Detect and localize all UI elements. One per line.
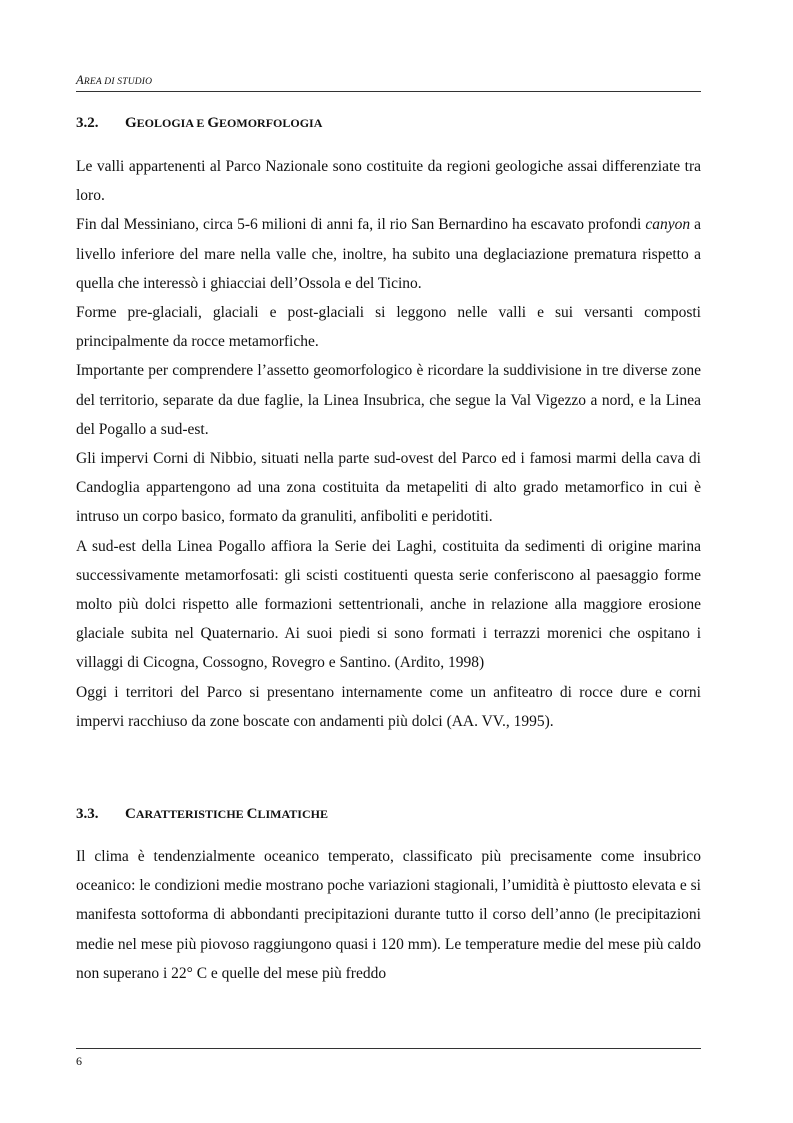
section-title-cap-2: G (207, 115, 220, 131)
running-header (76, 73, 701, 92)
paragraph: Importante per comprendere l’assetto geomorfologico è ricordare la suddivisione in tre diverse zone del territorio, separate da due faglie, la Linea Insubrica, che segue la Val Vigezzo a nord, e la Linea del Pogallo a sud-est. (76, 362, 701, 438)
paragraph-text: Fin dal Messiniano, circa 5-6 milioni di anni fa, il rio San Bernardino ha escavato profondi (76, 216, 646, 234)
running-header-initial: A (76, 73, 84, 87)
paragraph (76, 210, 701, 298)
section-title-cap-2: C (246, 806, 258, 822)
paragraph-text: a livello inferiore del mare nella valle che, inoltre, ha subito una deglaciazione prematura rispetto a quella che interessò i ghiacciai dell’Ossola e del Ticino. (76, 216, 701, 292)
section-body-geologia (76, 152, 701, 736)
section-title-small-2: EOMORFOLOGIA (219, 116, 323, 130)
page-footer (76, 1048, 701, 1068)
section-heading-geologia (76, 114, 701, 132)
section-title-small-1: EOLOGIA E (136, 116, 208, 130)
section-title-cap-1: C (125, 806, 136, 822)
section-title-cap-1: G (125, 115, 137, 131)
running-header-rest: REA DI STUDIO (83, 77, 153, 87)
page-number: 6 (76, 1054, 82, 1068)
section-number: 3.2. (76, 115, 99, 131)
section-title-small-2: LIMATICHE (257, 807, 328, 821)
paragraph: Le valli appartenenti al Parco Nazionale sono costituite da regioni geologiche assai differenziate tra loro. (76, 158, 701, 205)
paragraph: Il clima è tendenzialmente oceanico temperato, classificato più precisamente come insubrico oceanico: le condizioni medie mostrano poche variazioni stagionali, l’umidità è piuttosto elevata e si manifesta sottoforma di abbondanti precipitazioni durante tutto il corso dell’anno (le precipitazioni medie nel mese più piovoso raggiungono quasi i 120 mm). Le temperature medie del mese più caldo non superano i 22° C e quelle del mese più freddo (76, 848, 701, 982)
paragraph: A sud-est della Linea Pogallo affiora la Serie dei Laghi, costituita da sedimenti di origine marina successivamente metamorfosati: gli scisti costituenti questa serie conferiscono al paesaggio forme molto più dolci rispetto alle formazioni settentrionali, anche in relazione alla maggiore erosione glaciale subita nel Quaternario. Ai suoi piedi si sono formati i terrazzi morenici che ospitano i villaggi di Cicogna, Cossogno, Rovegro e Santino. (Ardito, 1998) (76, 537, 701, 672)
paragraph: Oggi i territori del Parco si presentano internamente come un anfiteatro di rocce dure e corni impervi racchiuso da zone boscate con andamenti più dolci (AA. VV., 1995). (76, 683, 701, 730)
section-heading-clima (76, 805, 701, 823)
section-title-small-1: ARATTERISTICHE (135, 807, 247, 821)
section-number: 3.3. (76, 806, 99, 822)
section-body-clima (76, 842, 701, 988)
paragraph: Gli impervi Corni di Nibbio, situati nella parte sud-ovest del Parco ed i famosi marmi della cava di Candoglia appartengono ad una zona costituita da metapeliti di alto grado metamorfico in cui è intruso un corpo basico, formato da granuliti, anfiboliti e peridotiti. (76, 450, 701, 526)
paragraph: Forme pre-glaciali, glaciali e post-glaciali si leggono nelle valli e sui versanti composti principalmente da rocce metamorfiche. (76, 304, 701, 351)
italic-term: canyon (645, 216, 691, 234)
